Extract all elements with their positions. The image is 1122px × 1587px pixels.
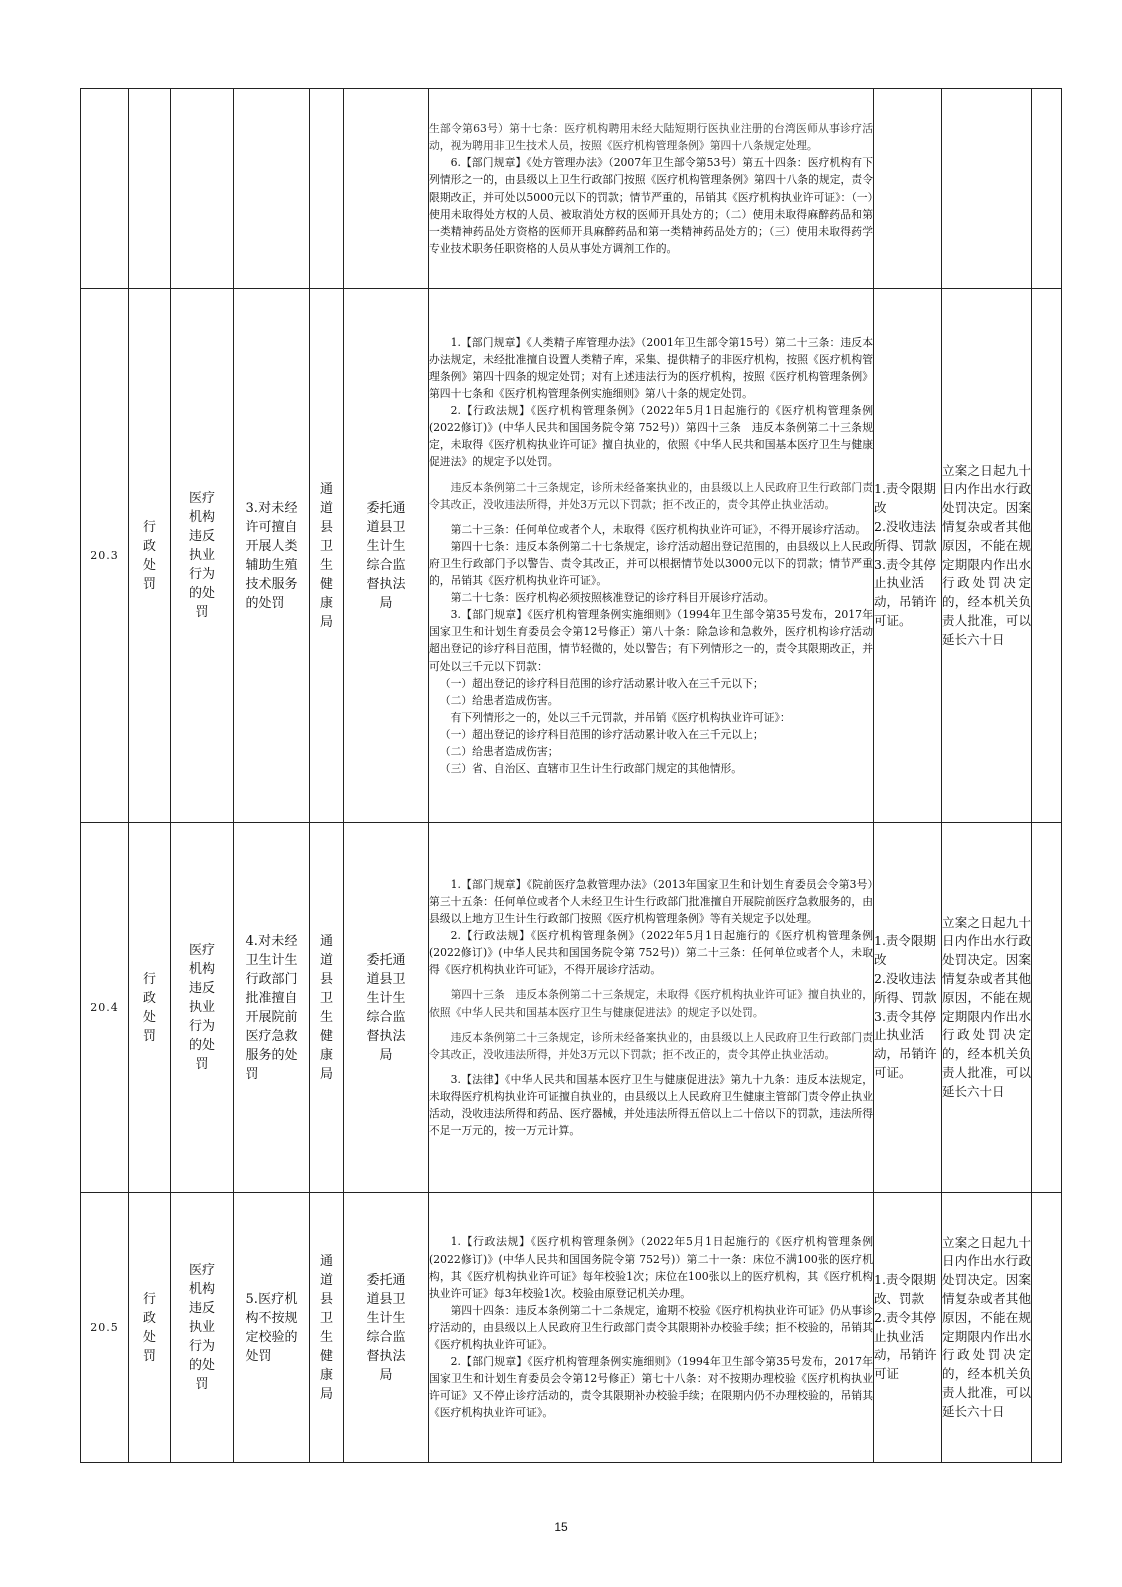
- item-name-cell: [171, 89, 234, 289]
- delegate-cell: [344, 1193, 429, 1463]
- sub-item-text: 5.医疗机构不按规定校验的处罚: [245, 1291, 298, 1364]
- item-name-text: 医疗机构违反执业行为的处罚: [188, 491, 215, 620]
- basis-paragraph: 第二十三条：任何单位或者个人，未取得《医疗机构执业许可证》，不得开展诊疗活动。: [450, 522, 867, 536]
- deadline-cell: 立案之日起九十日内作出水行政处罚决定。因案情复杂或者其他原因，不能在规定期限内作出水行政处罚决定的，经本机关负责人批准，可以延长六十日: [942, 289, 1032, 823]
- deadline-cell: 立案之日起九十日内作出水行政处罚决定。因案情复杂或者其他原因，不能在规定期限内作出水行政处罚决定的，经本机关负责人批准，可以延长六十日: [942, 1193, 1032, 1463]
- sub-item-cell: [234, 823, 310, 1193]
- basis-paragraph: 第四十四条：违反本条例第二十二条规定，逾期不校验《医疗机构执业许可证》仍从事诊疗活动的，由县级以上人民政府卫生行政部门责令其限期补办校验手续；拒不校验的，吊销其《医疗机构执业许可证》。: [429, 1303, 873, 1352]
- measure-item: 3.责令其停止执业活动，吊销许可证。: [874, 556, 937, 628]
- delegate-cell: [344, 89, 429, 289]
- delegate-cell: [344, 823, 429, 1193]
- basis-paragraph: 第四十七条：违反本条例第二十七条规定，诊疗活动超出登记范围的，由县级以上人民政府卫生行政部门予以警告、责令其改正，并可以根据情节处以3000元以下的罚款；情节严重的，吊销其《医疗机构执业许可证》。: [429, 539, 873, 588]
- basis-paragraph: （一）超出登记的诊疗科目范围的诊疗活动累计收入在三千元以下；: [439, 676, 764, 690]
- category-text: 行政处罚: [143, 971, 157, 1044]
- delegate-text: 委托通道县卫生计生综合监督执法局: [366, 952, 406, 1063]
- item-number-cell: 20.5: [81, 1193, 129, 1463]
- measure-item: 2.责令其停止执业活动，吊销许可证: [874, 1309, 937, 1382]
- sub-item-text: 3.对未经许可擅自开展人类辅助生殖技术服务的处罚: [245, 500, 298, 611]
- delegate-cell: [344, 289, 429, 823]
- measure-item: 2.没收违法所得、罚款: [874, 518, 937, 553]
- item-name-text: 医疗机构违反执业行为的处罚: [188, 1263, 215, 1392]
- basis-paragraph: 1.【部门规章】《院前医疗急救管理办法》（2013年国家卫生和计划生育委员会令第3号）第三十五条：任何单位或者个人未经卫生计生行政部门批准擅自开展院前医疗急救服务的，由县级以上地方卫生计生行政部门按照《医疗机构管理条例》等有关规定予以处理。: [429, 877, 873, 926]
- subject-cell: [310, 89, 344, 289]
- measure-item: 3.责令其停止执业活动，吊销许可证。: [874, 1008, 937, 1080]
- basis-paragraph: 6.【部门规章】《处方管理办法》（2007年卫生部令第53号）第五十四条：医疗机构有下列情形之一的，由县级以上卫生行政部门按照《医疗机构管理条例》第四十八条的规定，责令限期改正，并可处以5000元以下的罚款；情节严重的，吊销其《医疗机构执业许可证》：（一）使用未取得处方权的人员、被取消处方权的医师开具处方的；（二）使用未取得麻醉药品和第一类精神药品处方资格的医师开具麻醉药品和第一类精神药品处方的；（三）使用未取得药学专业技术职务任职资格的人员从事处方调剂工作的。: [429, 156, 873, 255]
- measures-cell: [874, 89, 942, 289]
- measures-cell: [874, 1193, 942, 1463]
- subject-text: 通道县卫生健康局: [320, 481, 334, 630]
- remarks-cell: [1032, 89, 1062, 289]
- measures-cell: [874, 823, 942, 1193]
- measure-item: 1.责令限期改、罚款: [874, 1272, 936, 1306]
- subject-text: 通道县卫生健康局: [320, 1253, 334, 1402]
- remarks-cell: [1032, 1193, 1062, 1463]
- basis-paragraph: 3.【法律】《中华人民共和国基本医疗卫生与健康促进法》第九十九条：违反本法规定，未取得医疗机构执业许可证擅自执业的，由县级以上人民政府卫生健康主管部门责令停止执业活动，没收违法所得和药品、医疗器械，并处违法所得五倍以上二十倍以下的罚款，违法所得不足一万元的，按一万元计算。: [429, 1072, 873, 1138]
- basis-paragraph: 第四十三条 违反本条例第二十三条规定，未取得《医疗机构执业许可证》擅自执业的，依照《中华人民共和国基本医疗卫生与健康促进法》的规定予以处罚。: [429, 988, 873, 1019]
- subject-text: 通道县卫生健康局: [320, 933, 334, 1082]
- category-cell: [129, 823, 171, 1193]
- basis-paragraph: 1.【行政法规】《医疗机构管理条例》（2022年5月1日起施行的《医疗机构管理条例(2022修订)》(中华人民共和国国务院令第 752号)）第二十一条：床位不满100张的医疗机构，其《医疗机构执业许可证》每年校验1次；床位在100张以上的医疗机构，其《医疗机构执业许可证》每3年校验1次。校验由原登记机关办理。: [429, 1235, 873, 1300]
- legal-basis-cell: [429, 89, 874, 289]
- basis-paragraph: （二）给患者造成伤害；: [439, 744, 559, 758]
- sub-item-text: 4.对未经卫生计生行政部门批准擅自开展院前医疗急救服务的处罚: [245, 933, 298, 1082]
- deadline-cell: 立案之日起九十日内作出水行政处罚决定。因案情复杂或者其他原因，不能在规定期限内作出水行政处罚决定的，经本机关负责人批准，可以延长六十日: [942, 823, 1032, 1193]
- remarks-cell: [1032, 823, 1062, 1193]
- basis-paragraph: （一）超出登记的诊疗科目范围的诊疗活动累计收入在三千元以上；: [439, 727, 764, 741]
- category-cell: [129, 1193, 171, 1463]
- sub-item-cell: [234, 1193, 310, 1463]
- measure-item: 2.没收违法所得、罚款: [874, 970, 937, 1005]
- legal-basis-cell: [429, 1193, 874, 1463]
- remarks-cell: [1032, 289, 1062, 823]
- category-text: 行政处罚: [143, 519, 157, 592]
- basis-paragraph: 2.【行政法规】《医疗机构管理条例》（2022年5月1日起施行的《医疗机构管理条例(2022修订)》(中华人民共和国国务院令第 752号)）第四十三条 违反本条例第二十三条规定，未取得《医疗机构执业许可证》擅自执业的，依照《中华人民共和国基本医疗卫生与健康促进法》的规定予以处罚。: [429, 404, 873, 469]
- sub-item-cell: [234, 89, 310, 289]
- subject-cell: [310, 289, 344, 823]
- category-text: 行政处罚: [143, 1291, 157, 1364]
- measure-item: 1.责令限期改: [874, 933, 936, 968]
- delegate-text: 委托通道县卫生计生综合监督执法局: [366, 1272, 406, 1383]
- table-row: [81, 1193, 1062, 1463]
- category-cell: [129, 289, 171, 823]
- basis-paragraph: 有下列情形之一的，处以三千元罚款，并吊销《医疗机构执业许可证》：: [450, 710, 791, 724]
- item-name-cell: [171, 289, 234, 823]
- measure-item: 1.责令限期改: [874, 481, 936, 516]
- basis-paragraph: 3.【部门规章】《医疗机构管理条例实施细则》（1994年卫生部令第35号发布，2017年国家卫生和计划生育委员会令第12号修正）第八十条：除急诊和急救外，医疗机构诊疗活动超出登记的诊疗科目范围，情节轻微的，处以警告；有下列情形之一的，责令其限期改正，并可处以三千元以下罚款：: [429, 608, 873, 673]
- legal-basis-cell: [429, 289, 874, 823]
- basis-paragraph: 2.【部门规章】《医疗机构管理条例实施细则》（1994年卫生部令第35号发布，2017年国家卫生和计划生育委员会令第12号修正）第七十八条：对不按期办理校验《医疗机构执业许可证》又不停止诊疗活动的，责令其限期补办校验手续；在限期内仍不办理校验的，吊销其《医疗机构执业许可证》。: [429, 1355, 873, 1420]
- item-number-cell: 20.3: [81, 289, 129, 823]
- measures-cell: [874, 289, 942, 823]
- basis-paragraph: 2.【行政法规】《医疗机构管理条例》（2022年5月1日起施行的《医疗机构管理条例(2022修订)》(中华人民共和国国务院令第 752号)）第二十三条：任何单位或者个人，未取得《医疗机构执业许可证》，不得开展诊疗活动。: [429, 929, 873, 977]
- basis-paragraph: 1.【部门规章】《人类精子库管理办法》（2001年卫生部令第15号）第二十三条：违反本办法规定，未经批准擅自设置人类精子库，采集、提供精子的非医疗机构，按照《医疗机构管理条例》第四十四条的规定处罚；对有上述违法行为的医疗机构，按照《医疗机构管理条例》第四十七条和《医疗机构管理条例实施细则》第八十条的规定处罚。: [429, 335, 873, 401]
- item-name-cell: [171, 1193, 234, 1463]
- deadline-cell: [942, 89, 1032, 289]
- enforcement-table: [80, 88, 1062, 1463]
- item-name-text: 医疗机构违反执业行为的处罚: [188, 943, 215, 1072]
- delegate-text: 委托通道县卫生计生综合监督执法局: [366, 500, 406, 611]
- page-number: 15: [554, 1520, 568, 1534]
- table-row: [81, 823, 1062, 1193]
- sub-item-cell: [234, 289, 310, 823]
- item-number-cell: [81, 89, 129, 289]
- table-row: [81, 289, 1062, 823]
- table-row: [81, 89, 1062, 289]
- category-cell: [129, 89, 171, 289]
- basis-paragraph: 生部令第63号）第十七条：医疗机构聘用未经大陆短期行医执业注册的台湾医师从事诊疗活动，视为聘用非卫生技术人员，按照《医疗机构管理条例》第四十八条规定处理。: [429, 122, 873, 153]
- subject-cell: [310, 823, 344, 1193]
- basis-paragraph: 第二十七条：医疗机构必须按照核准登记的诊疗科目开展诊疗活动。: [450, 591, 775, 605]
- basis-paragraph: （二）给患者造成伤害。: [439, 693, 559, 707]
- item-number-cell: 20.4: [81, 823, 129, 1193]
- item-name-cell: [171, 823, 234, 1193]
- legal-basis-cell: [429, 823, 874, 1193]
- basis-paragraph: （三）省、自治区、直辖市卫生计生行政部门规定的其他情形。: [439, 762, 743, 776]
- basis-paragraph: 违反本条例第二十三条规定，诊所未经备案执业的，由县级以上人民政府卫生行政部门责令其改正，没收违法所得，并处3万元以下罚款；拒不改正的，责令其停止执业活动。: [429, 480, 873, 511]
- basis-paragraph: 违反本条例第二十三条规定，诊所未经备案执业的，由县级以上人民政府卫生行政部门责令其改正，没收违法所得，并处3万元以下罚款；拒不改正的，责令其停止执业活动。: [429, 1030, 873, 1061]
- subject-cell: [310, 1193, 344, 1463]
